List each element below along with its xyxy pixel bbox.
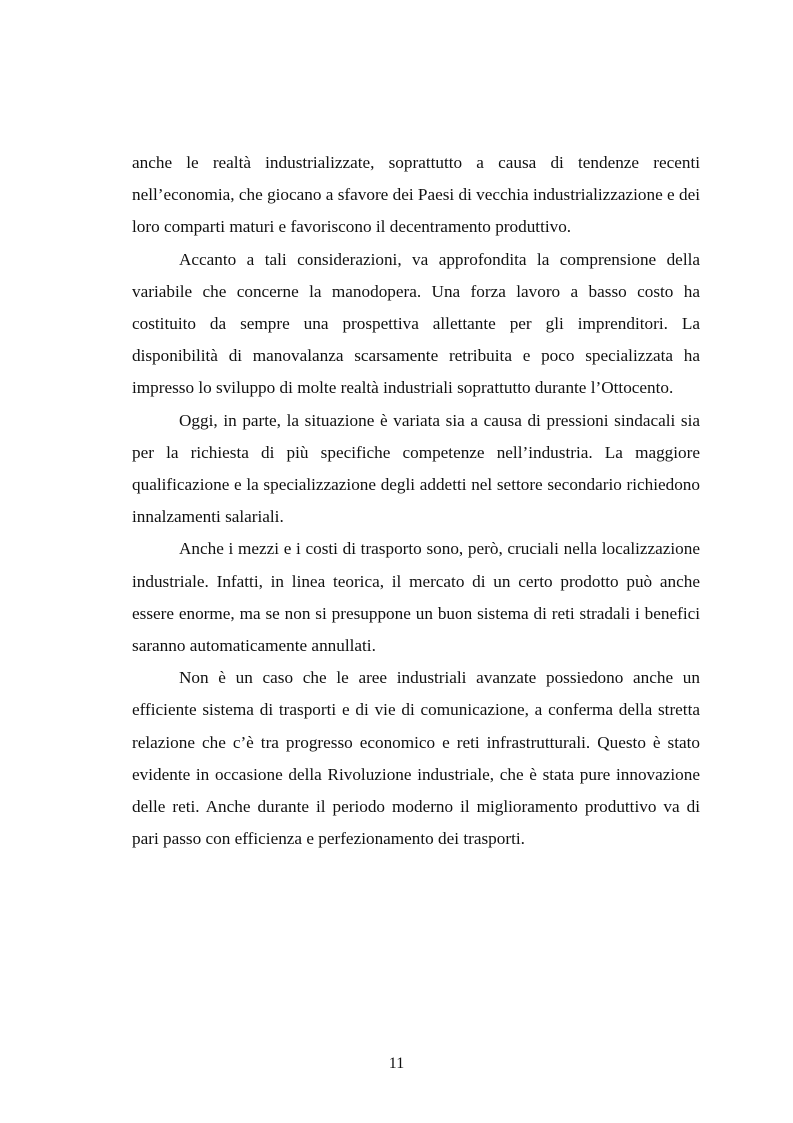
paragraph-manodopera: Accanto a tali considerazioni, va approfondita la comprensione della variabile che concerne la manodopera. Una forza lavoro a basso costo ha costituito da sempre una prospettiva allettante per gli imprenditori. La disponibilità di manovalanza scarsamente retribuita e poco specializzata ha impresso lo sviluppo di molte realtà industriali soprattutto durante l’Ottocento. [132, 249, 700, 398]
paragraph-aree-industriali: Non è un caso che le aree industriali avanzate possiedono anche un efficiente sistema di trasporti e di vie di comunicazione, a conferma della stretta relazione che c’è tra progresso economico e reti infrastrutturali. Questo è stato evidente in occasione della Rivoluzione industriale, che è stata pure innovazione delle reti. Anche durante il periodo moderno il miglioramento produttivo va di pari passo con efficienza e perfezionamento dei trasporti. [132, 668, 700, 849]
paragraph-trasporto: Anche i mezzi e i costi di trasporto sono, però, cruciali nella localizzazione industriale. Infatti, in linea teorica, il mercato di un certo prodotto può anche essere enorme, ma se non si presuppone un buon sistema di reti stradali i benefici saranno automaticamente annullati. [132, 539, 700, 656]
paragraph-continuation: anche le realtà industrializzate, soprattutto a causa di tendenze recenti nell’economia, che giocano a sfavore dei Paesi di vecchia industrializzazione e dei loro comparti maturi e favoriscono il decentramento produttivo. [132, 153, 700, 237]
body-text [132, 147, 700, 855]
page-number: 11 [388, 1055, 405, 1072]
paragraph-oggi: Oggi, in parte, la situazione è variata sia a causa di pressioni sindacali sia per la richiesta di più specifiche competenze nell’industria. La maggiore qualificazione e la specializzazione degli addetti nel settore secondario richiedono innalzamenti salariali. [132, 410, 700, 527]
